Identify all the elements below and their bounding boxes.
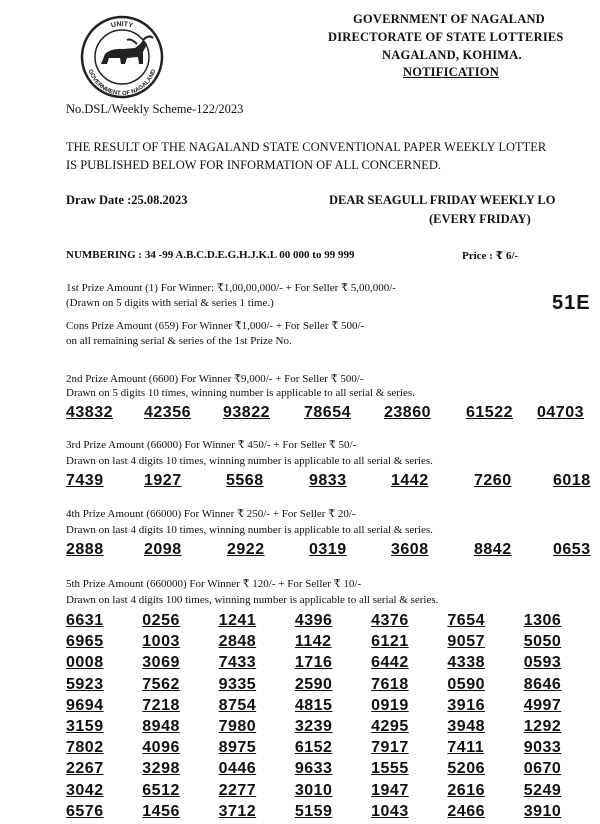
first-prize-line-2: (Drawn on 5 digits with serial & series 1 time.): [66, 297, 274, 309]
winning-number: 0919: [371, 696, 409, 714]
winning-number: 4096: [142, 739, 180, 757]
winning-number: 0590: [447, 675, 485, 693]
winning-number: 3298: [142, 760, 180, 778]
winning-number: 8646: [523, 675, 562, 693]
winning-number: 0653: [553, 541, 591, 558]
winning-number: 2848: [218, 633, 257, 651]
fifth-prize-row: [66, 612, 600, 633]
winning-number: 6512: [142, 781, 180, 799]
first-prize-code: 51E: [552, 292, 591, 314]
winning-number: 23860: [384, 404, 431, 421]
fourth-prize-line-2: Drawn on last 4 digits 10 times, winning number is applicable to all serial & series.: [66, 524, 433, 536]
winning-number: 3010: [294, 781, 333, 799]
winning-number: 3608: [391, 541, 429, 558]
winning-number: 6121: [371, 633, 409, 651]
winning-number: 9033: [523, 739, 562, 757]
cons-prize-line-2: on all remaining serial & series of the 1st Prize No.: [66, 335, 292, 347]
fifth-prize-row: [66, 676, 600, 697]
fifth-prize-line-1: 5th Prize Amount (660000) For Winner ₹ 120/- + For Seller ₹ 10/-: [66, 578, 362, 590]
winning-number: 2098: [144, 541, 182, 558]
winning-number: 7980: [218, 717, 257, 735]
second-prize-line-1: 2nd Prize Amount (6600) For Winner ₹9,000/- + For Seller ₹ 500/-: [66, 373, 364, 385]
fifth-prize-row: [66, 718, 600, 739]
winning-number: 7433: [218, 654, 257, 672]
fourth-prize-numbers: [66, 541, 600, 559]
fifth-prize-row: [66, 782, 600, 803]
first-prize-line-1: 1st Prize Amount (1) For Winner: ₹1,00,00,000/- + For Seller ₹ 5,00,000/-: [66, 282, 396, 294]
winning-number: 3159: [66, 717, 104, 735]
winning-number: 78654: [304, 404, 351, 421]
price: Price : ₹ 6/-: [462, 250, 519, 262]
winning-number: 0593: [523, 654, 562, 672]
fifth-prize-row: [66, 697, 600, 718]
winning-number: 5923: [66, 675, 104, 693]
winning-number: 5249: [523, 781, 562, 799]
winning-number: 2616: [447, 781, 485, 799]
winning-number: 7802: [66, 739, 104, 757]
winning-number: 3948: [447, 717, 485, 735]
winning-number: 5159: [294, 802, 333, 820]
third-prize-line-1: 3rd Prize Amount (66000) For Winner ₹ 450/- + For Seller ₹ 50/-: [66, 439, 357, 451]
winning-number: 7411: [447, 739, 485, 757]
winning-number: 7562: [142, 675, 180, 693]
fifth-prize-row: [66, 760, 600, 781]
winning-number: 8842: [474, 541, 512, 558]
winning-number: 8754: [218, 696, 257, 714]
winning-number: 3069: [142, 654, 180, 672]
winning-number: 4338: [447, 654, 485, 672]
fifth-prize-row: [66, 739, 600, 760]
cons-prize-line-1: Cons Prize Amount (659) For Winner ₹1,000/- + For Seller ₹ 500/-: [66, 320, 365, 332]
winning-number: 8948: [142, 717, 180, 735]
lottery-name: DEAR SEAGULL FRIDAY WEEKLY LO: [329, 193, 556, 207]
winning-number: 6018: [553, 472, 591, 489]
winning-number: 9633: [294, 760, 333, 778]
nagaland-emblem-logo: [77, 14, 167, 100]
second-prize-numbers: [66, 404, 600, 422]
winning-number: 42356: [144, 404, 191, 421]
winning-number: 04703: [537, 404, 584, 421]
winning-number: 93822: [223, 404, 270, 421]
winning-number: 7917: [371, 739, 409, 757]
winning-number: 3712: [218, 802, 257, 820]
winning-number: 9833: [309, 472, 347, 489]
winning-number: 9335: [218, 675, 257, 693]
winning-number: 4376: [371, 612, 409, 629]
winning-number: 4295: [371, 717, 409, 735]
fifth-prize-row: [66, 803, 600, 824]
winning-number: 9057: [447, 633, 485, 651]
winning-number: 1555: [371, 760, 409, 778]
winning-number: 2590: [294, 675, 333, 693]
fifth-prize-row: [66, 654, 600, 675]
fifth-prize-numbers-grid: [66, 612, 600, 824]
second-prize-line-2: Drawn on 5 digits 10 times, winning number is applicable to all serial & series.: [66, 387, 415, 399]
winning-number: 2267: [66, 760, 104, 778]
winning-number: 3910: [523, 802, 562, 820]
winning-number: 1142: [294, 633, 332, 651]
lottery-frequency: (EVERY FRIDAY): [429, 212, 531, 226]
winning-number: 9694: [66, 696, 104, 714]
fifth-prize-row: [66, 633, 600, 654]
numbering: NUMBERING : 34 -99 A.B.C.D.E.G.H.J.K.L 00 000 to 99 999: [66, 249, 355, 261]
winning-number: 2922: [227, 541, 265, 558]
svg-text:UNITY: UNITY: [110, 20, 134, 30]
intro-line-2: IS PUBLISHED BELOW FOR INFORMATION OF ALL CONCERNED.: [66, 158, 442, 172]
header-notification: NOTIFICATION: [403, 65, 499, 79]
winning-number: 1456: [142, 802, 180, 820]
winning-number: 1927: [144, 472, 182, 489]
winning-number: 4815: [294, 696, 333, 714]
svg-text:GOVERNMENT OF NAGALAND: GOVERNMENT OF NAGALAND: [86, 68, 158, 98]
fourth-prize-line-1: 4th Prize Amount (66000) For Winner ₹ 250/- + For Seller ₹ 20/-: [66, 508, 356, 520]
winning-number: 1003: [142, 633, 180, 651]
winning-number: 0008: [66, 654, 104, 672]
winning-number: 8975: [218, 739, 257, 757]
winning-number: 1306: [523, 612, 562, 629]
winning-number: 7654: [447, 612, 485, 629]
winning-number: 1241: [218, 612, 257, 629]
winning-number: 7618: [371, 675, 409, 693]
header-location: NAGALAND, KOHIMA.: [382, 48, 522, 62]
third-prize-line-2: Drawn on last 4 digits 10 times, winning number is applicable to all serial & series.: [66, 455, 433, 467]
winning-number: 0319: [309, 541, 347, 558]
winning-number: 61522: [466, 404, 513, 421]
winning-number: 7260: [474, 472, 512, 489]
winning-number: 1043: [371, 802, 409, 820]
winning-number: 3239: [294, 717, 333, 735]
winning-number: 5568: [226, 472, 264, 489]
winning-number: 7218: [142, 696, 180, 714]
winning-number: 0446: [218, 760, 257, 778]
winning-number: 3042: [66, 781, 104, 799]
winning-number: 1947: [371, 781, 409, 799]
header-government: GOVERNMENT OF NAGALAND: [353, 12, 545, 26]
winning-number: 4396: [294, 612, 333, 629]
intro-line-1: THE RESULT OF THE NAGALAND STATE CONVENTIONAL PAPER WEEKLY LOTTER: [66, 140, 547, 154]
winning-number: 6965: [66, 633, 104, 651]
winning-number: 0256: [142, 612, 180, 629]
winning-number: 6631: [66, 612, 104, 629]
winning-number: 5206: [447, 760, 485, 778]
winning-number: 6576: [66, 802, 104, 820]
winning-number: 5050: [523, 633, 562, 651]
winning-number: 2277: [218, 781, 257, 799]
header-directorate: DIRECTORATE OF STATE LOTTERIES: [328, 30, 564, 44]
winning-number: 3916: [447, 696, 485, 714]
winning-number: 1292: [523, 717, 562, 735]
winning-number: 1442: [391, 472, 429, 489]
fifth-prize-line-2: Drawn on last 4 digits 100 times, winning number is applicable to all serial & series.: [66, 594, 439, 606]
winning-number: 2466: [447, 802, 485, 820]
winning-number: 2888: [66, 541, 104, 558]
third-prize-numbers: [66, 472, 600, 490]
winning-number: 0670: [523, 760, 562, 778]
winning-number: 4997: [523, 696, 562, 714]
reference-number: No.DSL/Weekly Scheme-122/2023: [66, 102, 244, 116]
winning-number: 6152: [294, 739, 333, 757]
draw-date: Draw Date :25.08.2023: [66, 193, 188, 207]
winning-number: 6442: [371, 654, 409, 672]
winning-number: 7439: [66, 472, 104, 489]
winning-number: 1716: [294, 654, 333, 672]
winning-number: 43832: [66, 404, 113, 421]
